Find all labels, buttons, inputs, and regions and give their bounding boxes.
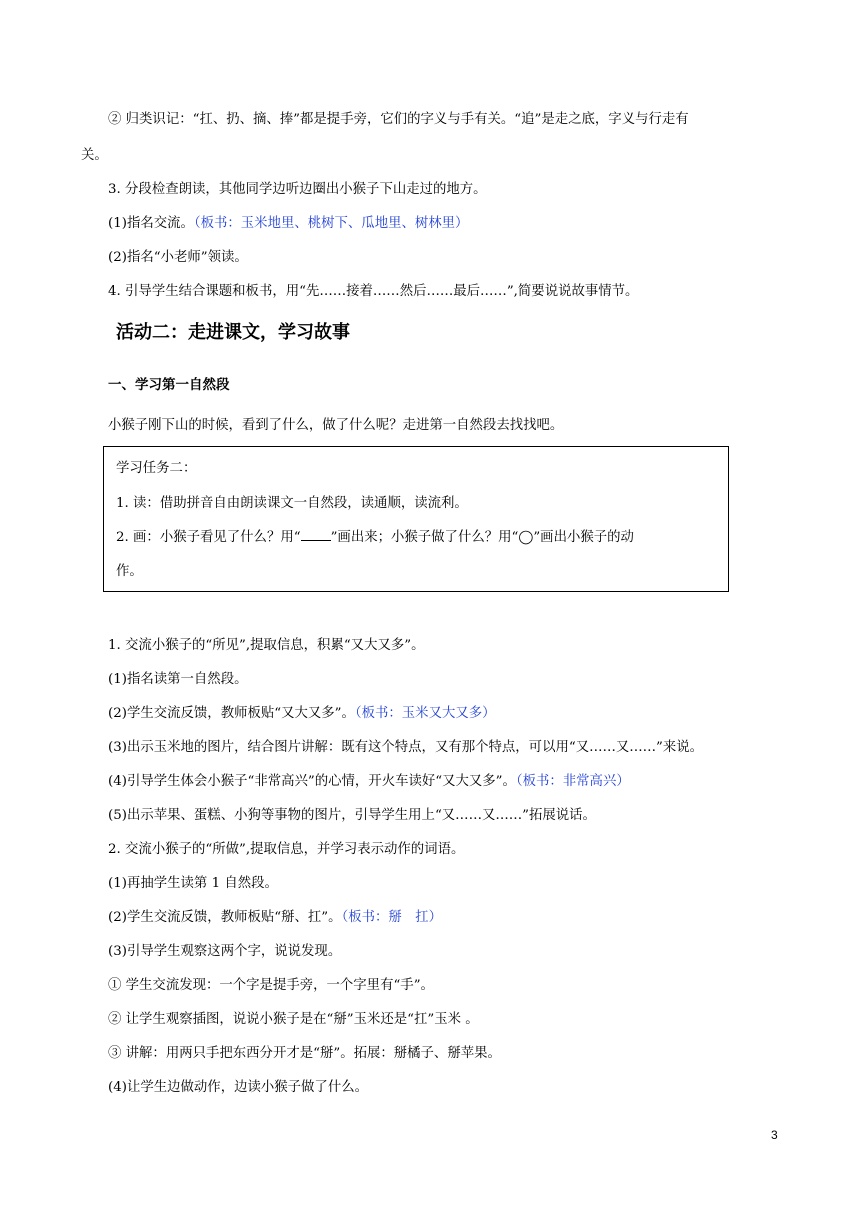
activity-heading: 活动二：走进课文，学习故事	[116, 322, 350, 343]
paragraph-line: ② 让学生观察插图，说说小猴子是在“掰”玉米还是“扛”玉米 。	[108, 1012, 479, 1027]
paragraph-line: 3. 分段检查朗读，其他同学边听边圈出小猴子下山走过的地方。	[108, 182, 487, 197]
task-item-part: 2. 画：小猴子看见了什么？用“	[116, 530, 301, 545]
section-heading: 一、学习第一自然段	[108, 377, 230, 393]
paragraph-line: 关。	[81, 148, 108, 163]
line-text: (4)引导学生体会小猴子“非常高兴”的心情，开火车读好“又大又多”。	[108, 774, 516, 789]
board-note: （板书：玉米又大又多）	[354, 706, 496, 721]
paragraph-line: (1)再抽学生读第 1 自然段。	[108, 876, 278, 891]
line-text: (2)学生交流反馈，教师板贴“掰、扛”。	[108, 910, 342, 925]
paragraph-line: (4)让学生边做动作，边读小猴子做了什么。	[108, 1080, 368, 1095]
paragraph-line: 4. 引导学生结合课题和板书，用“先……接着……然后……最后……”,简要说说故事情节。	[108, 284, 639, 299]
task-item	[116, 528, 634, 548]
paragraph-line	[108, 772, 630, 792]
paragraph-line	[108, 214, 468, 234]
page-number: 3	[771, 1128, 778, 1142]
board-note: （板书：玉米地里、桃树下、瓜地里、树林里）	[193, 216, 469, 231]
paragraph-line: (1)指名读第一自然段。	[108, 672, 248, 687]
paragraph-line: 2. 交流小猴子的“所做”,提取信息，并学习表示动作的词语。	[108, 842, 465, 857]
paragraph-line: ③ 讲解：用两只手把东西分开才是“掰”。拓展：掰橘子、掰苹果。	[108, 1046, 501, 1061]
paragraph-line: ① 学生交流发现：一个字是提手旁，一个字里有“手”。	[108, 978, 434, 993]
paragraph-line: 1. 交流小猴子的“所见”,提取信息，积累“又大又多”。	[108, 638, 425, 653]
task-box	[103, 446, 729, 592]
board-note: （板书：非常高兴）	[515, 774, 630, 789]
intro-text: 小猴子刚下山的时候，看到了什么，做了什么呢？走进第一自然段去找找吧。	[108, 418, 564, 433]
paragraph-line: (3)出示玉米地的图片，结合图片讲解：既有这个特点，又有那个特点，可以用“又……又……”来说。	[108, 740, 704, 755]
paragraph-line: (2)指名“小老师”领读。	[108, 250, 248, 265]
task-title: 学习任务二：	[116, 461, 197, 476]
paragraph-line: ② 归类识记：“扛、扔、摘、捧”都是提手旁，它们的字义与手有关。“追”是走之底，字义与行走有	[108, 112, 689, 127]
task-item: 作。	[116, 564, 143, 579]
line-text: (2)学生交流反馈，教师板贴“又大又多”。	[108, 706, 355, 721]
paragraph-line	[108, 908, 442, 928]
board-note: （板书：掰 扛）	[341, 910, 442, 925]
paragraph-line: (5)出示苹果、蛋糕、小狗等事物的图片，引导学生用上“又……又……”拓展说话。	[108, 808, 596, 823]
line-text: (1)指名交流。	[108, 216, 194, 231]
paragraph-line: (3)引导学生观察这两个字，说说发现。	[108, 944, 342, 959]
task-item-part: ”画出来；小猴子做了什么？用“◯”画出小猴子的动	[330, 530, 634, 545]
paragraph-line	[108, 704, 496, 724]
task-item: 1. 读：借助拼音自由朗读课文一自然段，读通顺，读流利。	[116, 496, 468, 511]
underline-mark	[301, 529, 331, 541]
